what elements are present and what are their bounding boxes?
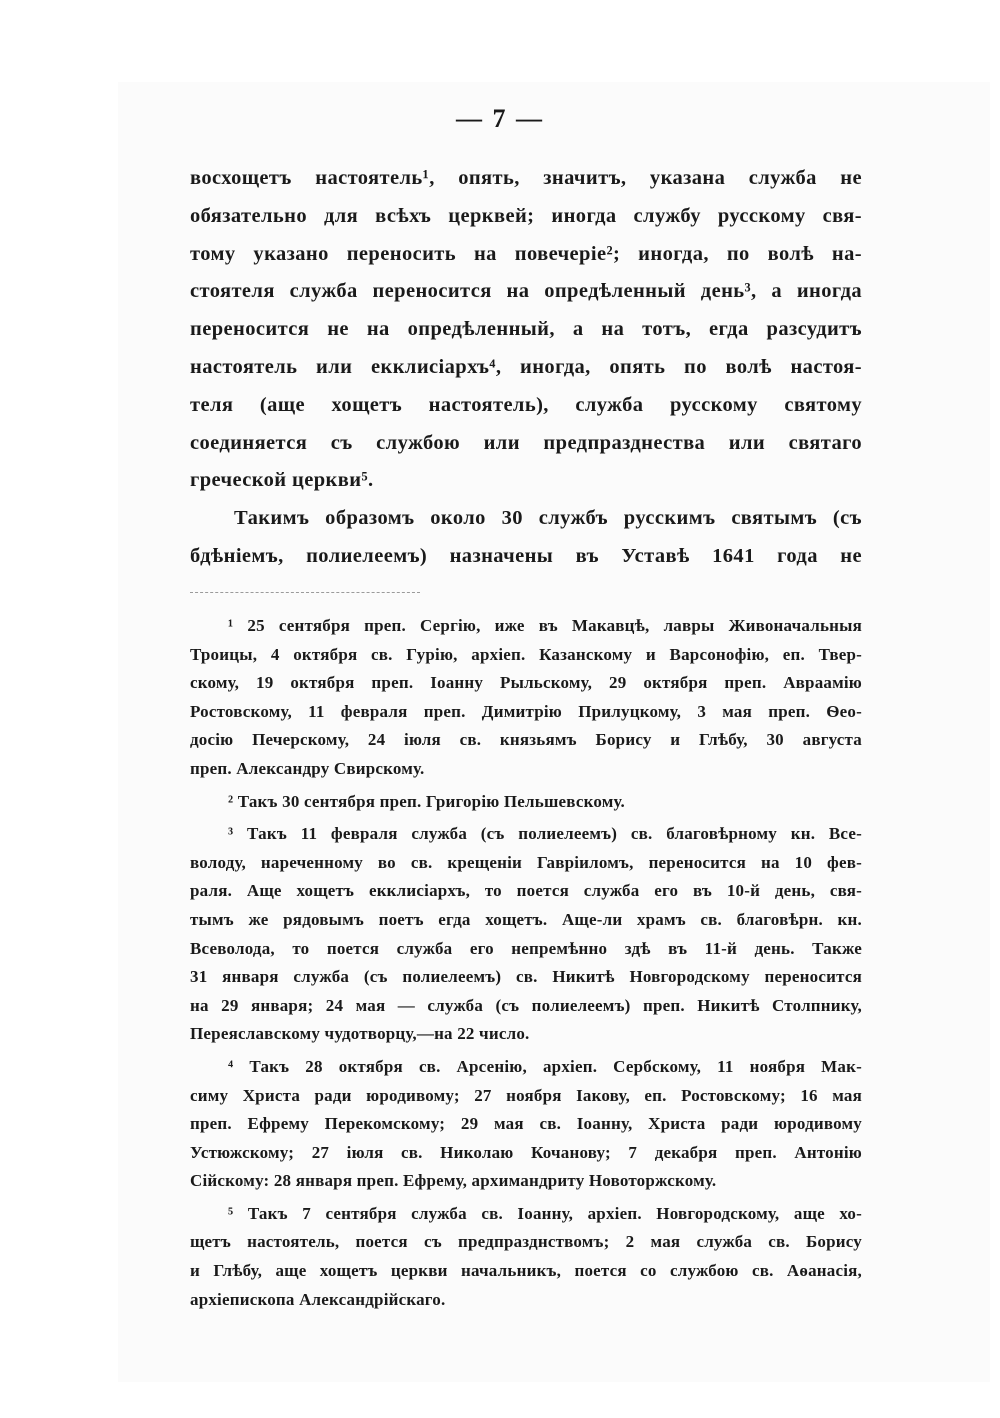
page-number: — 7 — bbox=[456, 104, 544, 133]
footnote-line: тымъ же рядовымъ поетъ егда хощетъ. Аще-ли храмъ св. благовѣрн. кн. bbox=[190, 909, 862, 929]
footnote-line: преп. Ефрему Перекомскому; 29 мая св. Іоанну, Христа ради юродивому bbox=[190, 1114, 862, 1134]
footnote-line: Троицы, 4 октября св. Гурію, архіеп. Казанскому и Варсонофію, еп. Твер- bbox=[190, 644, 862, 664]
footnote-line: досію Печерскому, 24 іюля св. князьямъ Борису и Глѣбу, 30 августа bbox=[190, 730, 862, 750]
text-line: восхощетъ настоятель¹, опять, значитъ, указана служба не bbox=[190, 167, 862, 189]
footnote-line: Всеволода, то поется служба его непремѣнно здѣ въ 11-й день. Также bbox=[190, 938, 862, 958]
footnote-line: Ростовскому, 11 февраля преп. Димитрію Прилуцкому, 3 мая преп. Ѳео- bbox=[190, 701, 862, 721]
text-line: Такимъ образомъ около 30 службъ русскимъ святымъ (съ bbox=[234, 507, 862, 530]
paragraph-2 bbox=[190, 500, 862, 576]
text-line: тому указано переносить на повечеріе²; иногда, по волѣ на- bbox=[190, 242, 862, 265]
footnote-line: ⁴ Такъ 28 октября св. Арсенію, архіеп. Сербскому, 11 ноября Мак- bbox=[228, 1056, 862, 1076]
text-line: бдѣніемъ, полиелеемъ) назначены въ Уставѣ 1641 года не bbox=[190, 544, 862, 567]
footnote-1 bbox=[190, 612, 862, 784]
paragraph-1 bbox=[190, 160, 862, 500]
footnote-line: архіепископа Александрійскаго. bbox=[190, 1289, 446, 1309]
text-line: обязательно для всѣхъ церквей; иногда службу русскому свя- bbox=[190, 204, 862, 227]
text-line: соединяется съ службою или предпразднества или святаго bbox=[190, 431, 862, 454]
footnote-line: ³ Такъ 11 февраля служба (съ полиелеемъ) св. благовѣрному кн. Все- bbox=[228, 824, 862, 844]
main-text bbox=[190, 160, 862, 576]
text-line: теля (аще хощетъ настоятель), служба русскому святому bbox=[190, 393, 862, 416]
text-line: стоятеля служба переносится на опредѣленный день³, а иногда bbox=[190, 280, 862, 303]
footnote-2 bbox=[190, 788, 862, 817]
footnote-line: володу, нареченному во св. крещеніи Гавріиломъ, переносится на 10 фев- bbox=[190, 852, 862, 872]
footnote-line: симу Христа ради юродивому; 27 ноября Іакову, еп. Ростовскому; 16 мая bbox=[190, 1085, 862, 1105]
footnote-4 bbox=[190, 1053, 862, 1196]
footnote-separator bbox=[190, 592, 420, 593]
footnote-line: 31 января служба (съ полиелеемъ) св. Никитѣ Новгородскому переносится bbox=[190, 967, 862, 987]
footnote-3 bbox=[190, 820, 862, 1049]
footnote-line: ² Такъ 30 сентября преп. Григорію Пельшевскому. bbox=[228, 791, 625, 811]
footnote-line: Устюжскому; 27 іюля св. Николаю Кочанову; 7 декабря преп. Антонію bbox=[190, 1142, 862, 1162]
footnote-line: Переяславскому чудотворцу,—на 22 число. bbox=[190, 1024, 530, 1044]
footnote-line: ¹ 25 сентября преп. Сергію, иже въ Макавцѣ, лавры Живоначальныя bbox=[228, 616, 862, 635]
footnote-line: и Глѣбу, аще хощетъ церкви начальникъ, поется со службою св. Аѳанасія, bbox=[190, 1261, 862, 1281]
footnote-line: ⁵ Такъ 7 сентября служба св. Іоанну, архіеп. Новгородскому, аще хо- bbox=[228, 1203, 862, 1223]
text-line: настоятель или екклисіархъ⁴, иногда, опять по волѣ настоя- bbox=[190, 355, 862, 378]
footnote-line: щетъ настоятель, поется съ предпразднствомъ; 2 мая служба св. Борису bbox=[190, 1232, 862, 1252]
footnote-line: раля. Аще хощетъ екклисіархъ, то поется служба его въ 10-й день, свя- bbox=[190, 881, 862, 901]
footnotes bbox=[190, 612, 862, 1318]
footnote-line: на 29 января; 24 мая — служба (съ полиелеемъ) преп. Никитѣ Столпнику, bbox=[190, 995, 862, 1015]
text-line: переносится не на опредѣленный, а на тотъ, егда разсудитъ bbox=[190, 318, 862, 341]
footnote-5 bbox=[190, 1200, 862, 1314]
footnote-line: Сійскому: 28 января преп. Ефрему, архимандриту Новоторжскому. bbox=[190, 1171, 717, 1191]
text-line: греческой церкви⁵. bbox=[190, 469, 374, 492]
footnote-line: скому, 19 октября преп. Іоанну Рыльскому, 29 октября преп. Авраамію bbox=[190, 673, 862, 693]
footnote-line: преп. Александру Свирскому. bbox=[190, 758, 425, 778]
